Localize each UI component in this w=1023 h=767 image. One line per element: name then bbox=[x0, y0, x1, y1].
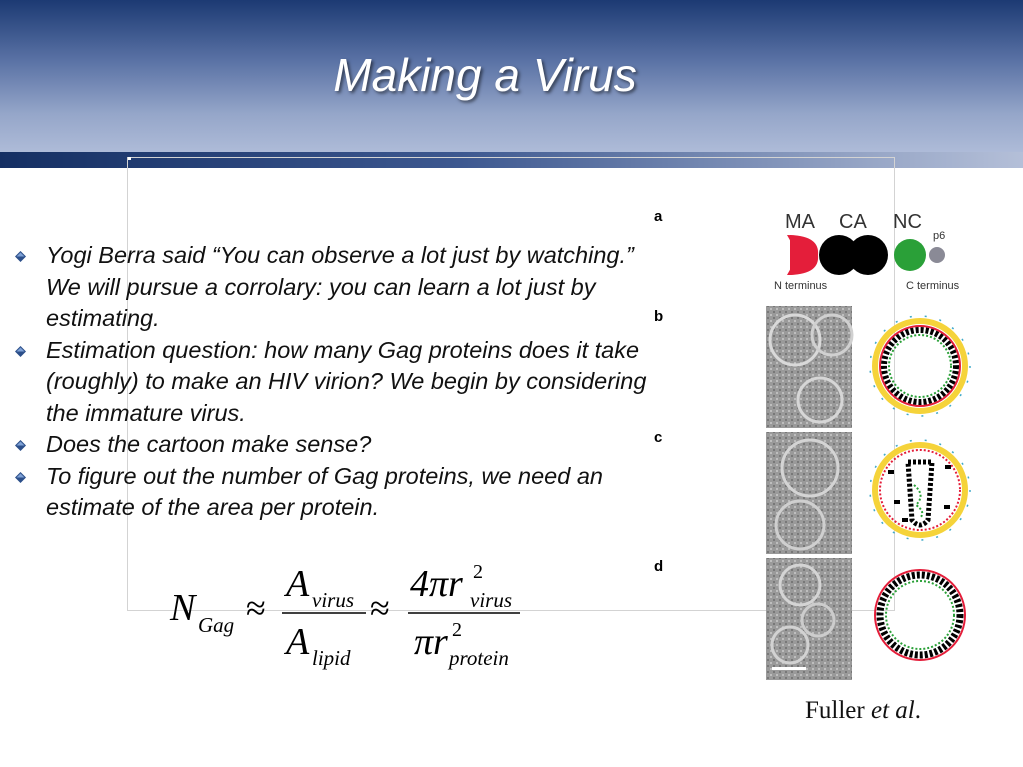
no-env-virion-cartoon bbox=[875, 570, 965, 660]
gag-count-formula bbox=[162, 558, 532, 678]
panel-label-a: a bbox=[654, 208, 663, 225]
formula-gag-subscript: Gag bbox=[198, 613, 235, 637]
slide-title: Making a Virus bbox=[333, 49, 637, 101]
micrograph-b bbox=[766, 306, 852, 428]
formula-N: N bbox=[170, 587, 196, 629]
bullet-text: Does the cartoon make sense? bbox=[46, 431, 372, 457]
bullet-item bbox=[12, 335, 662, 430]
CA-domain-2 bbox=[848, 235, 888, 275]
micrograph-c bbox=[766, 432, 852, 554]
formula-approx-1: ≈ bbox=[246, 588, 266, 628]
c-terminus-label: C terminus bbox=[906, 280, 960, 292]
bullet-item bbox=[12, 429, 662, 461]
formula-A-virus: A bbox=[286, 563, 310, 605]
domain-label-CA: CA bbox=[839, 211, 867, 233]
diamond-bullet-icon bbox=[15, 251, 26, 262]
formula-4-pi-r: 4πr bbox=[410, 563, 463, 605]
caption-period: . bbox=[914, 697, 921, 724]
bullet-list bbox=[12, 240, 662, 524]
n-terminus-label: N terminus bbox=[774, 280, 828, 292]
formula-squared-1: 2 bbox=[473, 561, 483, 583]
mature-virion-cartoon bbox=[870, 440, 970, 540]
gag-domain-schematic bbox=[774, 211, 960, 292]
formula-A-lipid: A bbox=[286, 621, 310, 663]
bullet-text: Yogi Berra said “You can observe a lot just by watching.” We will pursue a corrolary: you can learn a lot just by estimating. bbox=[46, 242, 634, 331]
frame-marker bbox=[128, 157, 131, 160]
figure-caption bbox=[805, 697, 921, 725]
diamond-bullet-icon bbox=[15, 472, 26, 483]
panel-label-d: d bbox=[654, 558, 664, 575]
panel-label-b: b bbox=[654, 308, 664, 325]
bullet-text: To figure out the number of Gag proteins, we need an estimate of the area per protein. bbox=[46, 462, 603, 520]
domain-label-MA: MA bbox=[785, 211, 815, 233]
formula-virus-subscript-2: virus bbox=[470, 588, 512, 612]
formula-pi-r: πr bbox=[414, 621, 448, 663]
bullet-item bbox=[12, 240, 662, 335]
formula-approx-2: ≈ bbox=[370, 588, 390, 628]
diamond-bullet-icon bbox=[15, 346, 26, 357]
micrograph-d bbox=[766, 558, 852, 680]
scale-bar bbox=[772, 667, 806, 670]
caption-author: Fuller bbox=[805, 697, 865, 724]
caption-etal: et al bbox=[870, 697, 915, 724]
immature-virion-cartoon bbox=[870, 316, 970, 416]
panel-label-c: c bbox=[654, 429, 663, 446]
domain-label-p6: p6 bbox=[933, 230, 946, 242]
formula-lipid-subscript: lipid bbox=[312, 646, 351, 670]
p6-domain bbox=[929, 247, 945, 263]
diamond-bullet-icon bbox=[15, 440, 26, 451]
bullet-item bbox=[12, 461, 662, 524]
formula-virus-subscript: virus bbox=[312, 588, 354, 612]
bullet-text: Estimation question: how many Gag proteins does it take (roughly) to make an HIV virion? We begin by considering the immature virus. bbox=[46, 336, 647, 426]
domain-label-NC: NC bbox=[893, 211, 922, 233]
gag-protein-figure bbox=[650, 200, 990, 685]
formula-squared-2: 2 bbox=[452, 619, 462, 641]
formula-protein-subscript: protein bbox=[449, 646, 509, 670]
NC-domain bbox=[894, 239, 926, 271]
